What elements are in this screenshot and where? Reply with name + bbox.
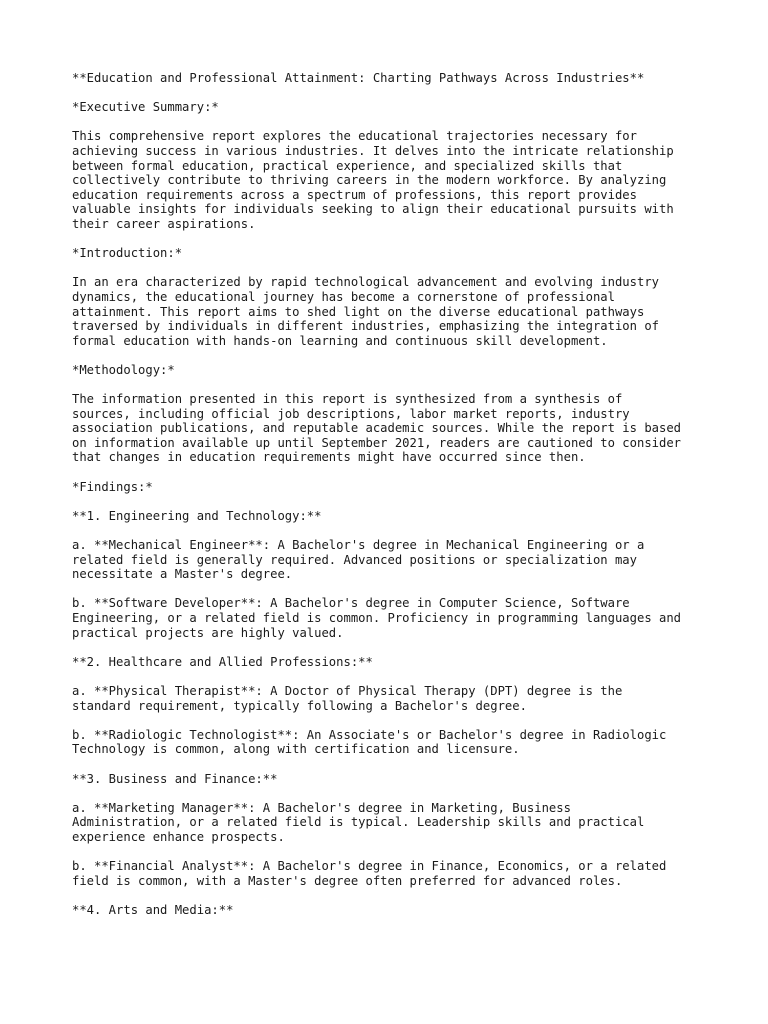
section-business-finance: **3. Business and Finance:** xyxy=(72,771,278,786)
section-arts-media: **4. Arts and Media:** xyxy=(72,902,234,917)
item-physical-therapist: a. **Physical Therapist**: A Doctor of Physical Therapy (DPT) degree is the standard requirement, typically following a Bachelor's degree. xyxy=(72,683,623,713)
item-marketing-manager: a. **Marketing Manager**: A Bachelor's degree in Marketing, Business Administration, or a related field is typical. Leadership skills and practical experience enhance prospects. xyxy=(72,800,645,844)
item-radiologic-technologist: b. **Radiologic Technologist**: An Associate's or Bachelor's degree in Radiologic Technology is common, along with certification and licensure. xyxy=(72,727,667,757)
document-title: **Education and Professional Attainment: Charting Pathways Across Industries** xyxy=(72,71,645,85)
item-financial-analyst: b. **Financial Analyst**: A Bachelor's degree in Finance, Economics, or a related field is common, with a Master's degree often preferred for advanced roles. xyxy=(72,859,667,888)
paragraph-introduction: In an era characterized by rapid technological advancement and evolving industry dynamics, the educational journey has become a cornerstone of professional attainment. This report aims to shed light on the diverse educational pathways traversed by individuals in different industries, emphasizing the integration of formal education with hands-on learning and continuous skill development. xyxy=(72,275,659,348)
heading-introduction: *Introduction:* xyxy=(72,246,183,261)
heading-executive-summary: *Executive Summary:* xyxy=(72,100,219,115)
paragraph-executive-summary: This comprehensive report explores the educational trajectories necessary for achieving success in various industries. It delves into the intricate relationship between formal education, practical experience, and specialized skills that collectively contribute to thriving careers in the modern workforce. By analyzing education requirements across a spectrum of professions, this report provides valuable insights for individuals seeking to align their educational pursuits with their career aspirations. xyxy=(72,129,674,231)
heading-methodology: *Methodology:* xyxy=(72,362,175,377)
item-mechanical-engineer: a. **Mechanical Engineer**: A Bachelor's degree in Mechanical Engineering or a related field is generally required. Advanced positions or specialization may necessitate a Master's degree. xyxy=(72,538,645,582)
item-software-developer: b. **Software Developer**: A Bachelor's degree in Computer Science, Software Engineering, or a related field is common. Proficiency in programming languages and practical projects are highly valued. xyxy=(72,596,682,640)
document-page xyxy=(72,71,712,932)
section-engineering-technology: **1. Engineering and Technology:** xyxy=(72,508,322,523)
section-healthcare: **2. Healthcare and Allied Professions:** xyxy=(72,654,373,669)
paragraph-methodology: The information presented in this report is synthesized from a synthesis of sources, including official job descriptions, labor market reports, industry association publications, and reputable academic sources. While the report is based on information available up until September 2021, readers are cautioned to consider that changes in education requirements might have occurred since then. xyxy=(72,392,682,465)
heading-findings: *Findings:* xyxy=(72,479,153,494)
